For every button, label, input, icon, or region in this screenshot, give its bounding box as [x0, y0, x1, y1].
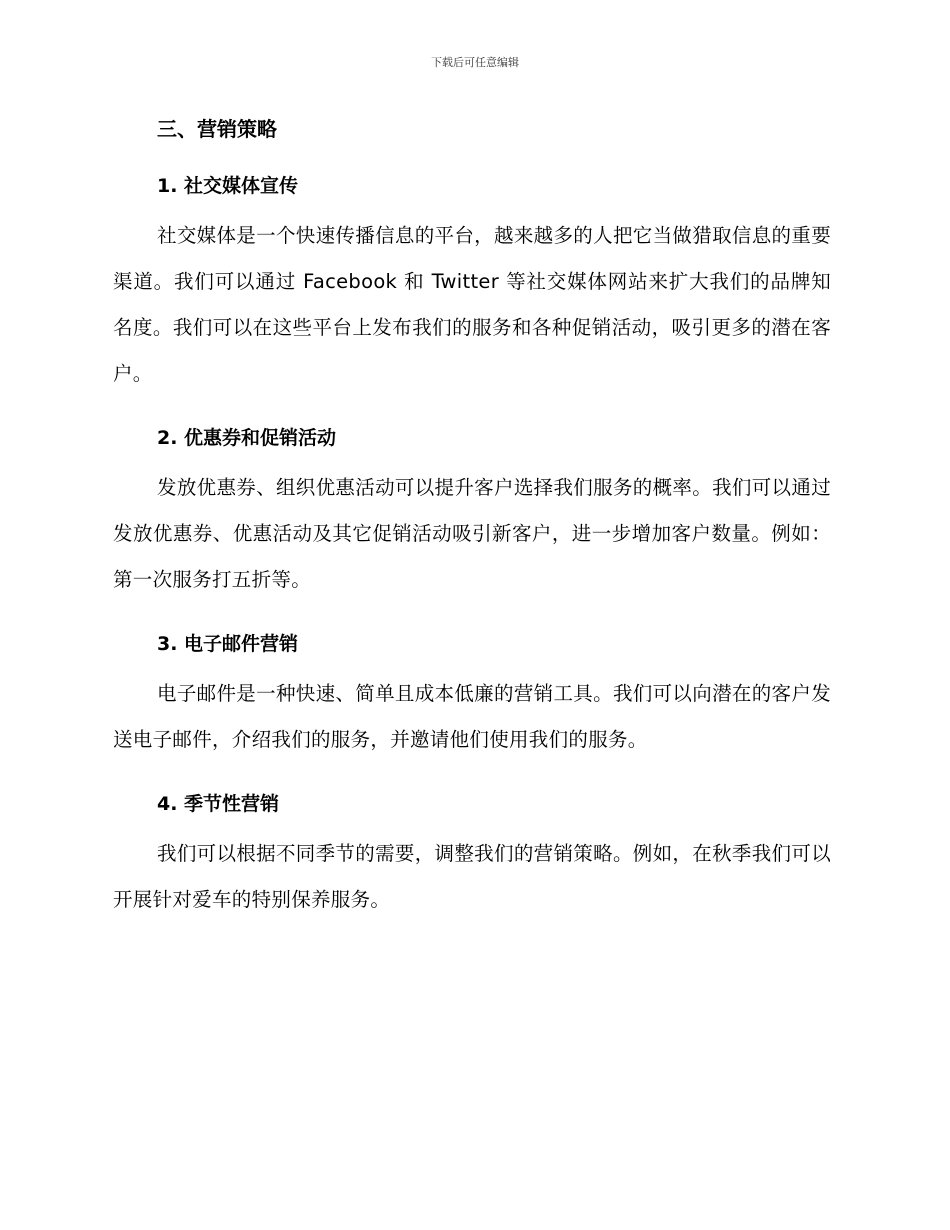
section-heading: 1. 社交媒体宣传: [157, 175, 299, 197]
document-body: [113, 113, 831, 923]
section-paragraph: 我们可以根据不同季节的需要，调整我们的营销策略。例如，在秋季我们可以开展针对爱车的特别保养服务。: [113, 842, 831, 911]
section-title: 三、营销策略: [157, 117, 277, 141]
section-paragraph: 社交媒体是一个快速传播信息的平台，越来越多的人把它当做猎取信息的重要渠道。我们可以通过 Facebook 和 Twitter 等社交媒体网站来扩大我们的品牌知名度。我们可以在这些平台上发布我们的服务和各种促销活动，吸引更多的潜在客户。: [113, 224, 831, 385]
section-heading: 3. 电子邮件营销: [157, 633, 299, 655]
section-heading: 4. 季节性营销: [157, 793, 280, 815]
running-header: 下载后可任意编辑: [431, 56, 519, 69]
section-heading: 2. 优惠券和促销活动: [157, 427, 337, 449]
section-paragraph: 发放优惠券、组织优惠活动可以提升客户选择我们服务的概率。我们可以通过发放优惠券、优惠活动及其它促销活动吸引新客户，进一步增加客户数量。例如：第一次服务打五折等。: [113, 476, 831, 591]
section-paragraph: 电子邮件是一种快速、简单且成本低廉的营销工具。我们可以向潜在的客户发送电子邮件，介绍我们的服务，并邀请他们使用我们的服务。: [113, 682, 831, 751]
